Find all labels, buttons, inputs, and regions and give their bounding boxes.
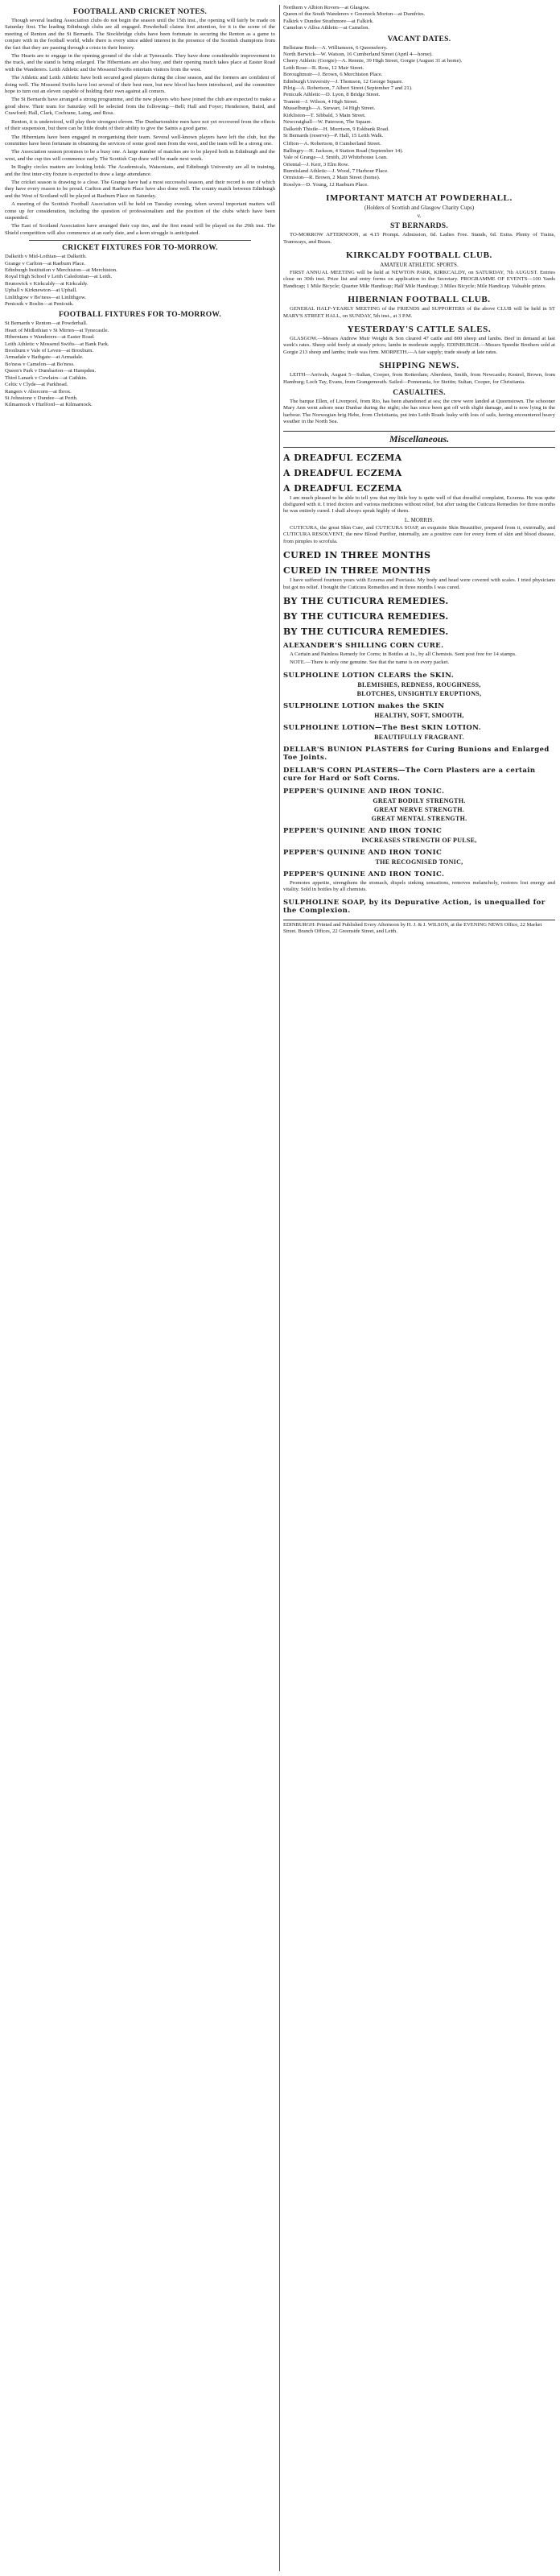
ad-line: BEAUTIFULLY FRAGRANT. <box>374 733 464 741</box>
left-column <box>5 5 275 2571</box>
ad-heading: BY THE CUTICURA REMEDIES. <box>283 610 449 622</box>
list-item: Edinburgh Institution v Merchiston—at Merchiston. <box>5 267 117 273</box>
shipping-news-title: SHIPPING NEWS. <box>379 361 459 371</box>
eczema-ad <box>283 453 555 545</box>
ad-line: BLEMISHES, REDNESS, ROUGHNESS, <box>357 680 481 688</box>
ad-note: NOTE.—There is only one genuine. See that the name is on every packet. <box>290 660 450 666</box>
ad-heading: A DREADFUL ECZEMA <box>283 452 402 463</box>
imprint-footer: EDINBURGH: Printed and Published Every Afternoon by H. J. & J. WILSON, at the EVENING NEWS Office, 22 Market Street. Branch Offices, 22 Greenside Street, and Leith. <box>283 920 555 935</box>
ad-text: I am much pleased to be able to tell you that my little boy is quite well of that dreadful complaint, Eczema. He was quite disfigured with it. I tried doctors and various medicines without relief, but after using the Cuticura Remedies for three months he was entirely cured. I shall always speak highly of them. <box>283 494 555 515</box>
ad-heading: PEPPER'S QUININE AND IRON TONIC <box>283 826 443 835</box>
cricket-fixtures-title: CRICKET FIXTURES FOR TO-MORROW. <box>62 244 218 253</box>
important-match-team: ST BERNARDS. <box>389 222 449 231</box>
list-item: Uphall v Kirknewton—at Uphall. <box>5 287 77 294</box>
ad-heading: A DREADFUL ECZEMA <box>283 467 402 478</box>
dellar-ad <box>283 746 555 783</box>
list-item: St Bernards v Renton—at Powderhall. <box>5 320 88 327</box>
important-match-text: TO-MORROW AFTERNOON, at 4.15 Prompt. Admission, 6d. Ladies Free. Stands, 6d. Extra. Plenty of Trains, Tramways, and Buses. <box>283 232 555 245</box>
list-item: Oriental—J. Kerr, 3 Elm Row. <box>283 161 349 167</box>
list-item: Kilmarnock v Hurlford—at Kilmarnock. <box>5 402 93 408</box>
hibernian-text: GENERAL HALF-YEARLY MEETING of the FRIENDS and SUPPORTERS of the above CLUB will be held in ST MARY'S STREET HALL, on SUNDAY, 5th inst., at 3 P.M. <box>283 306 555 319</box>
article-paragraph: The St Bernards have arranged a strong programme, and the new players who have joined the club are expected to make a good show. Their team for Saturday will be selected from the following:—Bell; Hall and Foyer; Henderson, Baird, and Crawford; Hall, Clark, Cochrane, Laing, and Ross. <box>5 97 275 117</box>
vacant-dates-list <box>283 45 555 140</box>
list-item: Musselburgh—A. Stewart, 14 High Street. <box>283 105 376 112</box>
sulpholine-ad <box>283 672 555 741</box>
ad-heading: PEPPER'S QUININE AND IRON TONIC. <box>283 787 445 796</box>
article-paragraph: A meeting of the Scottish Football Association will be held on Tuesday evening, when several important matters will come up for consideration, including the question of professionalism and the position of the clubs which have been suspended. <box>5 201 275 221</box>
vacant-dates-title: VACANT DATES. <box>387 35 451 43</box>
ad-line: BLOTCHES, UNSIGHTLY ERUPTIONS, <box>356 689 482 697</box>
list-item: Newcraighall—W. Paterson, The Square. <box>283 119 373 126</box>
list-item: Bo'ness v Camelon—at Bo'ness. <box>5 361 75 367</box>
kirkcaldy-text: FIRST ANNUAL MEETING will be held at NEWTON PARK, KIRKCALDY, on SATURDAY, 7th AUGUST. Entries close on 30th inst. Prize list and entry forms on application to the Secretary. PROGRAMME OF EVENTS—100 Yards Handicap; 1 Mile Bicycle; Quarter Mile Handicap; Half Mile Handicap; 3 Miles Bicycle; Mile Handicap. Valuable prizes. <box>283 269 555 289</box>
list-item: Rangers v Abercorn—at Ibrox. <box>5 388 72 395</box>
ad-heading: SULPHOLINE LOTION CLEARS the SKIN. <box>283 671 455 680</box>
sulpholine-soap-ad <box>283 899 555 915</box>
list-item: Ballingry—H. Jackson, 4 Station Road (September 14). <box>283 147 404 154</box>
ad-heading: BY THE CUTICURA REMEDIES. <box>283 595 449 606</box>
ad-line: GREAT BODILY STRENGTH. <box>373 796 466 804</box>
list-item: Boroughmuir—J. Brown, 6 Merchiston Place. <box>283 72 383 78</box>
casualties-text: The barque Ellen, of Liverpool, from Rio, has been abandoned at sea; the crew were landed at Queenstown. The schooner Mary Ann went ashore near Dunbar during the night; she has since been got off with slight damage, and is now lying in the harbour. The Norwegian brig Hebe, from Christiania, put into Leith Roads leaky with loss of sails, having encountered heavy weather in the North Sea. <box>283 399 555 425</box>
article-paragraph: The Athletic and Leith Athletic have both secured good players during the close season, and the formers are confident of doing well. The Mossend Swifts have lost several of their best men, but new blood has been introduced, and the committee hope to turn out an eleven capable of holding their own against all comers. <box>5 75 275 95</box>
ad-heading: SULPHOLINE SOAP, by its Depurative Action, is unequalled for the Complexion. <box>283 898 546 915</box>
list-item: Ormiston—R. Brown, 2 Main Street (home). <box>283 175 381 181</box>
list-item: Queen's Park v Dumbarton—at Hampden. <box>5 368 97 374</box>
list-item: Northern v Albion Rovers—at Glasgow. <box>283 5 370 10</box>
list-item: Royal High School v Leith Caledonian—at Leith. <box>5 274 113 280</box>
right-column <box>283 5 555 2571</box>
list-item: Pilrig—A. Robertson, 7 Albert Street (September 7 and 21). <box>283 85 413 92</box>
list-item: Dalkeith Thistle—H. Morrison, 9 Eskbank Road. <box>283 126 389 132</box>
list-item: Hibernians v Wanderers—at Easter Road. <box>5 334 95 341</box>
ad-heading: PEPPER'S QUININE AND IRON TONIC <box>283 848 443 857</box>
list-item: St Bernards (reserve)—P. Hall, 15 Leith Walk. <box>283 132 384 139</box>
ad-heading: BY THE CUTICURA REMEDIES. <box>283 626 449 637</box>
cricket-fixtures-list <box>5 254 275 308</box>
ad-heading: SULPHOLINE LOTION—The Best SKIN LOTION. <box>283 723 482 732</box>
list-item: Burntisland Athletic—J. Wood, 7 Harbour Place. <box>283 167 389 174</box>
list-item: Brunswick v Kirkcaldy—at Kirkcaldy. <box>5 280 89 287</box>
football-fixtures-list <box>5 320 275 408</box>
ad-line: GREAT NERVE STRENGTH. <box>373 805 465 813</box>
ad-heading: A DREADFUL ECZEMA <box>283 482 402 494</box>
list-item: Clifton—A. Robertson, 8 Cumberland Street. <box>283 141 381 147</box>
hibernian-title: HIBERNIAN FOOTBALL CLUB. <box>348 295 491 305</box>
article-paragraph: In Rugby circles matters are looking brisk. The Academicals, Watsonians, and Edinburgh University are all in training, and the first inter-city fixture is expected to draw a large attendance. <box>5 164 275 177</box>
ad-line: THE RECOGNISED TONIC, <box>375 858 463 866</box>
cuticura-ad <box>283 596 555 637</box>
vacant-dates-list-2 <box>283 141 555 188</box>
kirkcaldy-subtitle: AMATEUR ATHLETIC SPORTS. <box>380 261 459 268</box>
left-article-body <box>5 18 275 237</box>
article-paragraph: The Association season promises to be a busy one. A large number of matches are to be played both in Edinburgh and the west, and the cup ties will commence early. The Scottish Cup draw will be made next week. <box>5 149 275 162</box>
article-paragraph: The Hibernians have been engaged in reorganising their team. Several well-known players have left the club, but the committee have been fortunate in obtaining the services of some good men from the west, and the team will be a strong one. <box>5 134 275 147</box>
fixtures-continued-list <box>283 5 555 32</box>
corn-cure-ad <box>283 642 555 667</box>
shipping-news-text: LEITH—Arrivals, August 5—Sultan, Cooper, from Rotterdam; Aberdeen, Smith, from Newcastle; Kestrel, Brown, from Hamburg; Loch Tay, Evans, from Grangemouth. Sailed—Pomerania, for Stettin; Sultan, Cooper, for Christiania. <box>283 372 555 385</box>
list-item: Tranent—J. Wilson, 4 High Street. <box>283 98 358 105</box>
list-item: Leith Athletic v Mossend Swifts—at Bank Park. <box>5 341 109 347</box>
ad-heading: DELLAR'S BUNION PLASTERS for Curing Bunions and Enlarged Toe Joints. <box>283 745 550 762</box>
ad-text: Promotes appetite, strengthens the stomach, dispels sinking sensations, removes melancholy, restores lost energy and vitality. Sold in bottles by all chemists. <box>283 879 555 893</box>
list-item: Heart of Midlothian v St Mirren—at Tynecastle. <box>5 327 109 333</box>
versus-text: v. <box>417 213 422 220</box>
ad-heading: PEPPER'S QUININE AND IRON TONIC. <box>283 870 445 879</box>
important-match-subtitle: (Holders of Scottish and Glasgow Charity Cups) <box>364 205 475 212</box>
cattle-sales-title: YESTERDAY'S CATTLE SALES. <box>347 325 492 334</box>
ad-heading: CURED IN THREE MONTHS <box>283 565 431 577</box>
pepper-tonic-ad <box>283 788 555 894</box>
list-item: Edinburgh University—J. Thomson, 12 George Square. <box>283 78 403 85</box>
ad-text: CUTICURA, the great Skin Cure, and CUTICURA SOAP, an exquisite Skin Beautifier, prepared from it, externally, and CUTICURA RESOLVENT, the new Blood Purifier, internally, are a positive cure for every form of skin and blood disease, from pimples to scrofula. <box>283 524 555 544</box>
list-item: Cherry Athletic (Gorgie)—A. Rennie, 39 High Street, Gorgie (August 31 at home). <box>283 58 463 64</box>
list-item: Penicuik v Roslin—at Penicuik. <box>5 301 74 308</box>
ad-heading: CURED IN THREE MONTHS <box>283 550 431 561</box>
ad-text: A Certain and Painless Remedy for Corns; in Bottles at 1s., by all Chemists. Sent post free for 14 stamps. <box>290 651 517 657</box>
kirkcaldy-title: KIRKCALDY FOOTBALL CLUB. <box>346 250 492 260</box>
ad-heading: ALEXANDER'S SHILLING CORN CURE. <box>283 641 444 650</box>
ad-signature: L. MORRIS. <box>404 516 434 523</box>
divider <box>29 240 251 241</box>
list-item: Vale of Grange—J. Smith, 20 Whitehouse Loan. <box>283 155 388 161</box>
list-item: St Johnstone v Dundee—at Perth. <box>5 395 78 401</box>
list-item: Linlithgow v Bo'ness—at Linlithgow. <box>5 294 87 300</box>
article-paragraph: The cricket season is drawing to a close. The Grange have had a most successful season, and their record is one of which they have every reason to be proud. Carlton and Raeburn Place have also done well. The county match between Edinburgh and the West of Scotland will be played at Raeburn Place on Saturday. <box>5 179 275 199</box>
football-cricket-title: FOOTBALL AND CRICKET NOTES. <box>72 8 208 16</box>
list-item: Bellstane Birds—A. Williamson, 6 Queensferry. <box>283 44 388 51</box>
list-item: Dalkeith v Mid-Lothian—at Dalkeith. <box>5 254 87 260</box>
ad-line: INCREASES STRENGTH OF PULSE, <box>361 836 477 844</box>
article-paragraph: Though several leading Association clubs do not begin the season until the 15th inst., the opening will fairly be made on Saturday first. The leading Edinburgh clubs are all engaged. Powderhall claims first attention, for it is the scene of the meeting of Renton and the St Bernards. The Stockbridge clubs have been fortunate in securing the Renton as a game to conjure with in the football world, while there is every since added interest in the presence of the Scottish champions from the fact that they are passing through a crisis in their history. <box>5 18 275 51</box>
list-item: Falkirk v Dundee Strathmore—at Falkirk. <box>283 18 374 24</box>
cattle-sales-text: GLASGOW.—Messrs Andrew Muir Weight & Son cleared 47 cattle and 800 sheep and lambs. Beef in demand at last week's rates. Sheep sold freely at steady prices; lambs in moderate supply. EDINBURGH.—Messrs Speedie Brothers sold at Gorgie 213 sheep and lambs; trade was firm. MORPETH.—A fair supply; trade steady at late rates. <box>283 336 555 355</box>
important-match-title: IMPORTANT MATCH AT POWDERHALL. <box>326 193 513 204</box>
miscellaneous-title: Miscellaneous. <box>283 431 555 448</box>
ad-heading: SULPHOLINE LOTION makes the SKIN <box>283 701 445 710</box>
list-item: Broxburn v Vale of Leven—at Broxburn. <box>5 348 94 354</box>
list-item: Kirkliston—T. Sibbald, 3 Main Street. <box>283 112 366 118</box>
football-fixtures-title: FOOTBALL FIXTURES FOR TO-MORROW. <box>58 311 222 320</box>
list-item: Leith Rose—R. Ross, 12 Mair Street. <box>283 64 364 71</box>
list-item: Grange v Carlton—at Raeburn Place. <box>5 260 86 267</box>
list-item: Camelon v Alloa Athletic—at Camelon. <box>283 25 370 31</box>
list-item: Third Lanark v Cowlairs—at Cathkin. <box>5 374 88 381</box>
column-rule <box>279 5 280 2571</box>
list-item: Celtic v Clyde—at Parkhead. <box>5 382 68 388</box>
list-item: Armadale v Bathgate—at Armadale. <box>5 354 84 361</box>
article-paragraph: The Hearts are to engage in the opening ground of the club at Tynecastle. They have done considerable improvement to the track, and the stand is being enlarged. The Hibernians are also busy, and their opening match takes place at Easter Road with the Wanderers. Leith Athletic and the Mossend Swifts entertain visitors from the west. <box>5 53 275 72</box>
list-item: Queen of the South Wanderers v Greenock Morton—at Dumfries. <box>283 11 426 18</box>
casualties-title: CASUALTIES. <box>393 389 446 398</box>
cured-ad <box>283 550 555 591</box>
ad-line: HEALTHY, SOFT, SMOOTH, <box>374 711 464 719</box>
ad-heading: DELLAR'S CORN PLASTERS—The Corn Plasters are a certain cure for Hard or Soft Corns. <box>283 766 536 783</box>
list-item: Rosslyn—D. Young, 12 Raeburn Place. <box>283 181 369 188</box>
article-paragraph: Renton, it is understood, will play their strongest eleven. The Dunbartonshire men have not yet recovered from the effects of their suspension, but there can be little doubt of their ability to give the Saints a good game. <box>5 118 275 132</box>
ad-line: GREAT MENTAL STRENGTH. <box>371 814 467 822</box>
list-item: North Berwick—W. Watson, 16 Cumberland Street (April 4—home). <box>283 52 433 58</box>
newspaper-page <box>5 5 555 2571</box>
ad-text: I have suffered fourteen years with Eczema and Psoriasis. My body and head were covered with scales. I tried physicians but got no relief. I bought the Cuticura Remedies and in three months I was cured. <box>283 577 555 590</box>
article-paragraph: The East of Scotland Association have arranged their cup ties, and the first round will be played on the 29th inst. The Shield competition will also commence at an early date, and a keen struggle is anticipated. <box>5 223 275 236</box>
list-item: Penicuik Athletic—D. Lyon, 8 Bridge Street. <box>283 92 381 98</box>
